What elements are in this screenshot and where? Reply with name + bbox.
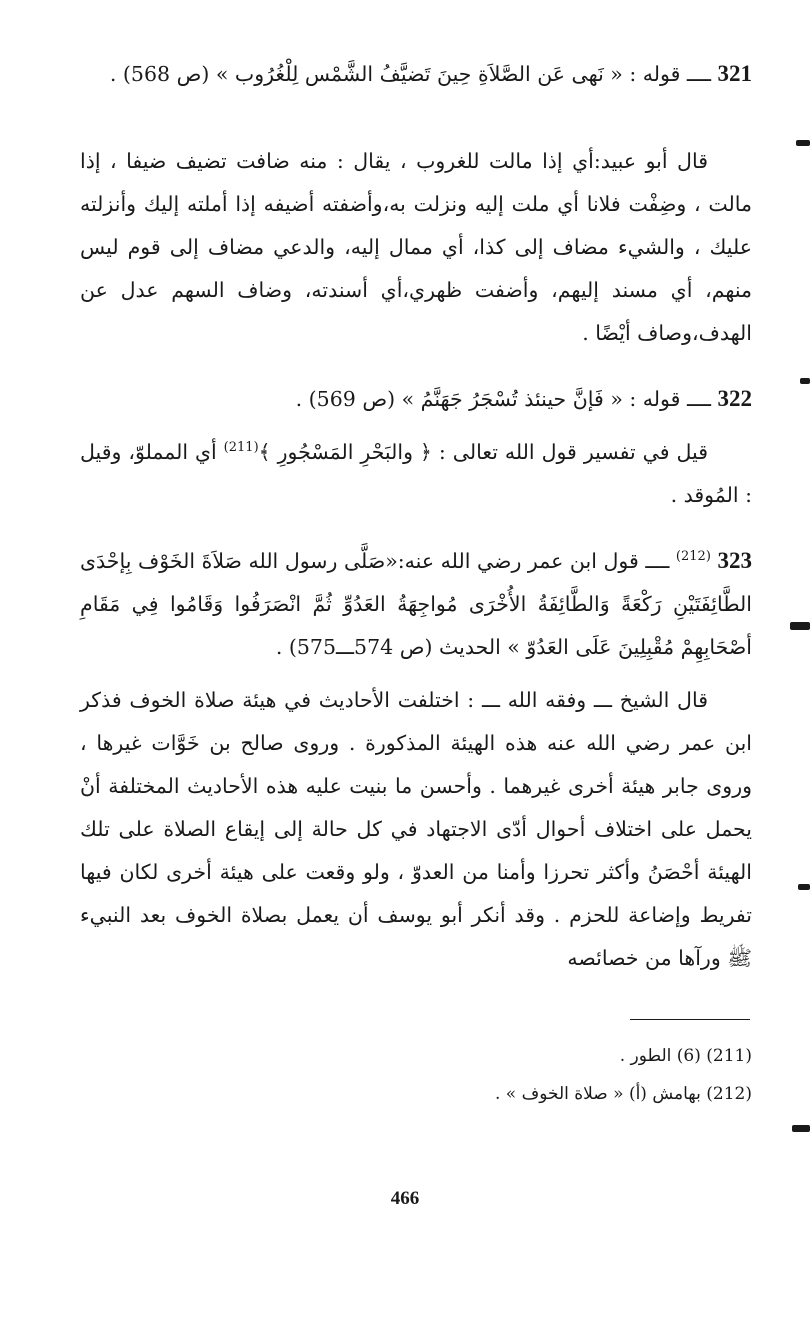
footnote-211: (211) (6) الطور . — [619, 1046, 752, 1066]
paragraph-text: أي المملوّ، وقيل : المُوقد . — [80, 440, 752, 507]
entry-323 — [80, 539, 752, 669]
entry-text: ــــ قوله : « فَإنَّ حينئذ تُسْجَرُ جَهَنَّمُ » (ص 569) . — [295, 387, 711, 411]
entry-text: ــــ قوله : « نَهى عَن الصَّلاَةِ حِينَ تَضيَّفُ الشَّمْس لِلْغُرُوب » (ص 568) . — [109, 62, 711, 86]
entry-322 — [80, 377, 752, 421]
entry-number: 323 — [717, 548, 752, 573]
footnotes — [80, 1037, 752, 1113]
scan-mark — [800, 378, 810, 384]
paragraph-text: قيل في تفسير قول الله تعالى : ﴿ والبَحْرِ المَسْجُورِ ﴾ — [258, 440, 708, 464]
entry-number: 322 — [717, 386, 752, 411]
entry-321 — [80, 52, 752, 96]
scan-mark — [798, 884, 810, 890]
scan-mark — [792, 1125, 810, 1132]
page-body — [80, 52, 752, 980]
scan-mark — [796, 140, 810, 146]
entry-number: 321 — [717, 61, 752, 86]
page-number: 466 — [390, 1188, 420, 1209]
footnote-separator — [630, 1019, 750, 1020]
paragraph-sheikh: قال الشيخ ـــ وفقه الله ـــ : اختلفت الأحاديث في هيئة صلاة الخوف فذكر ابن عمر رضي الله عنه هذه الهيئة المذكورة . وروى صالح بن خَوَّات غيرها ، وروى جابر هيئة أخرى غيرهما . وأحسن ما بنيت عليه هذه الأحاديث المختلفة أنْ يحمل على اختلاف أحوال أدّى الاجتهاد في كل حالة إلى إيقاع الصلاة على تلك الهيئة أحْصَنُ وأكثر تحرزا وأمنا من العدوّ ، ولو وقعت على هيئة أخرى لكان فيها تفريط وإضاعة للحزم . وقد أنكر أبو يوسف أن يعمل بصلاة الخوف بعد النبيء ﷺ ورآها من خصائصه — [80, 688, 752, 970]
paragraph-abu-ubaid: قال أبو عبيد:أي إذا مالت للغروب ، يقال : منه ضافت تضيف ضيفا ، إذا مالت ، وضِفْت فلانا أي ملت إليه ونزلت به،وأضفته أضيفه إذا أملته إليك وأنزلته عليك ، والشيء مضاف إلى كذا، أي ممال إليه، والدعي مضاف إلى قوم ليس منهم، أي مسند إليهم، وأضفت ظهري،أي أسندته، وضاف السهم عدل عن الهدف،وصاف أيْضًا . — [80, 149, 752, 345]
entry-text: ــــ قول ابن عمر رضي الله عنه:«صَلَّى رسول الله صَلاَةَ الخَوْف بِإحْدَى الطَّائِفَتَيْنِ رَكْعَةً وَالطَّائِفَةُ الأُخْرَى مُواجِهَةُ العَدُوِّ ثُمَّ انْصَرَفُوا وَقَامُوا فِي مَقَامِ أصْحَابِهِمْ مُقْبِلِينَ عَلَى العَدُوّ » الحديث (ص 574ـــ575) . — [80, 549, 752, 659]
footnote-ref-211: (211) — [223, 440, 259, 456]
footnote-ref-212: (212) — [675, 549, 711, 565]
scan-mark — [790, 622, 810, 630]
paragraph-tafsir — [80, 431, 752, 517]
footnote-212: (212) بهامش (أ) « صلاة الخوف » . — [494, 1084, 752, 1104]
